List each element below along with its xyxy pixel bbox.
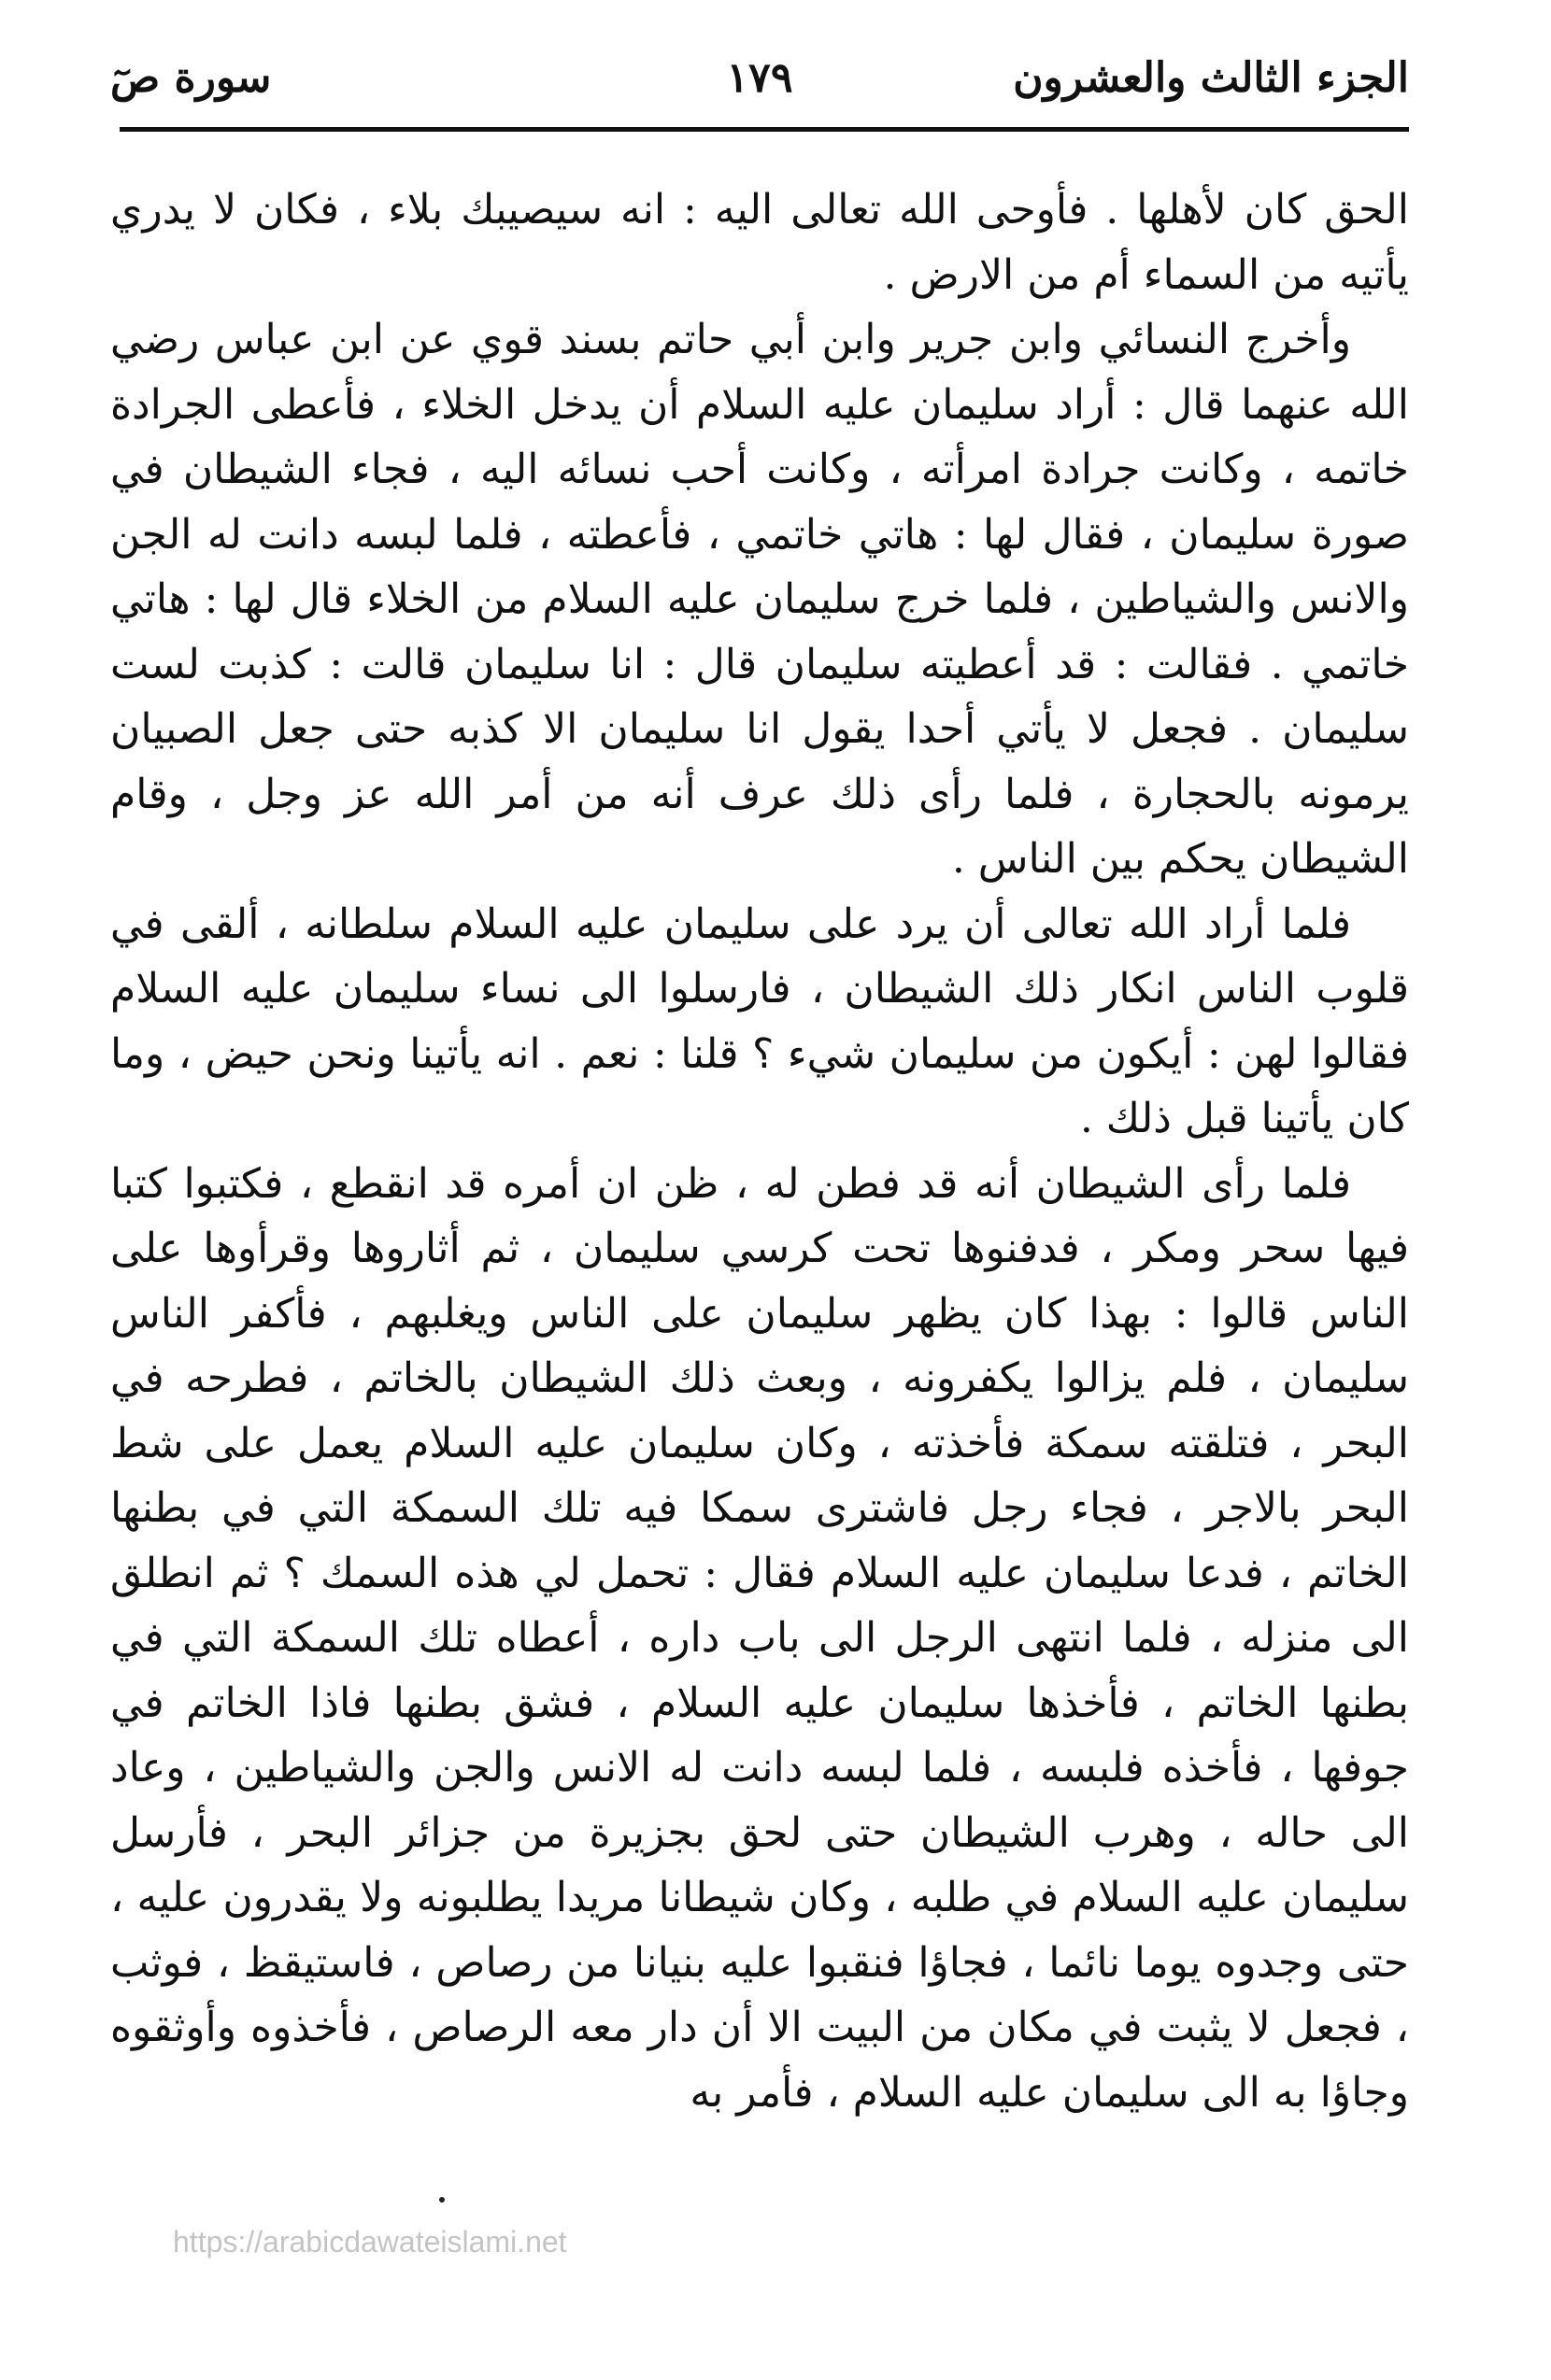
body-text [110, 177, 1409, 2125]
page-number: ١٧٩ [726, 54, 793, 102]
page-header [110, 37, 1409, 131]
part-title: الجزء الثالث والعشرون [1013, 54, 1409, 102]
surah-title: سورة صٓ [110, 54, 272, 102]
paragraph-2: وأخرج النسائي وابن جرير وابن أبي حاتم بسند قوي عن ابن عباس رضي الله عنهما قال : أراد سليمان عليه السلام أن يدخل الخلاء ، فأعطى الجرادة خاتمه ، وكانت جرادة امرأته ، وكانت أحب نسائه اليه ، فجاء الشيطان في صورة سليمان ، فقال لها : هاتي خاتمي ، فأعطته ، فلما لبسه دانت له الجن والانس والشياطين ، فلما خرج سليمان عليه السلام من الخلاء قال لها : هاتي خاتمي . فقالت : قد أعطيته سليمان قال : انا سليمان قالت : كذبت لست سليمان . فجعل لا يأتي أحدا يقول انا سليمان الا كذبه حتى جعل الصبيان يرمونه بالحجارة ، فلما رأى ذلك عرف أنه من أمر الله عز وجل ، وقام الشيطان يحكم بين الناس . [110, 316, 1409, 883]
paragraph-3: فلما أراد الله تعالى أن يرد على سليمان عليه السلام سلطانه ، ألقى في قلوب الناس انكار ذلك الشيطان ، فارسلوا الى نساء سليمان عليه السلام فقالوا لهن : أيكون من سليمان شيء ؟ قلنا : نعم . انه يأتينا ونحن حيض ، وما كان يأتينا قبل ذلك . [110, 900, 1409, 1142]
print-speck [439, 2197, 445, 2203]
paragraph-1: الحق كان لأهلها . فأوحى الله تعالى اليه : انه سيصيبك بلاء ، فكان لا يدري يأتيه من السماء أم من الارض . [110, 186, 1409, 299]
paragraph-4: فلما رأى الشيطان أنه قد فطن له ، ظن ان أمره قد انقطع ، فكتبوا كتبا فيها سحر ومكر ، فدفنوها تحت كرسي سليمان ، ثم أثاروها وقرأوها على الناس قالوا : بهذا كان يظهر سليمان على الناس ويغلبهم ، فأكفر الناس سليمان ، فلم يزالوا يكفرونه ، وبعث ذلك الشيطان بالخاتم ، فطرحه في البحر ، فتلقته سمكة فأخذته ، وكان سليمان عليه السلام يعمل على شط البحر بالاجر ، فجاء رجل فاشترى سمكا فيه تلك السمكة التي في بطنها الخاتم ، فدعا سليمان عليه السلام فقال : تحمل لي هذه السمك ؟ ثم انطلق الى منزله ، فلما انتهى الرجل الى باب داره ، أعطاه تلك السمكة التي في بطنها الخاتم ، فأخذها سليمان عليه السلام ، فشق بطنها فاذا الخاتم في جوفها ، فأخذه فلبسه ، فلما لبسه دانت له الانس والجن والشياطين ، وعاد الى حاله ، وهرب الشيطان حتى لحق بجزيرة من جزائر البحر ، فأرسل سليمان عليه السلام في طلبه ، وكان شيطانا مريدا يطلبونه ولا يقدرون عليه ، حتى وجدوه يوما نائما ، فجاؤا فنقبوا عليه بنيانا من رصاص ، فاستيقظ ، فوثب ، فجعل لا يثبت في مكان من البيت الا أن دار معه الرصاص ، فأخذوه وأوثقوه وجاؤا به الى سليمان عليه السلام ، فأمر به [110, 1159, 1409, 2117]
header-rule [120, 127, 1409, 132]
watermark-url: https://arabicdawateislami.net [173, 2225, 567, 2259]
